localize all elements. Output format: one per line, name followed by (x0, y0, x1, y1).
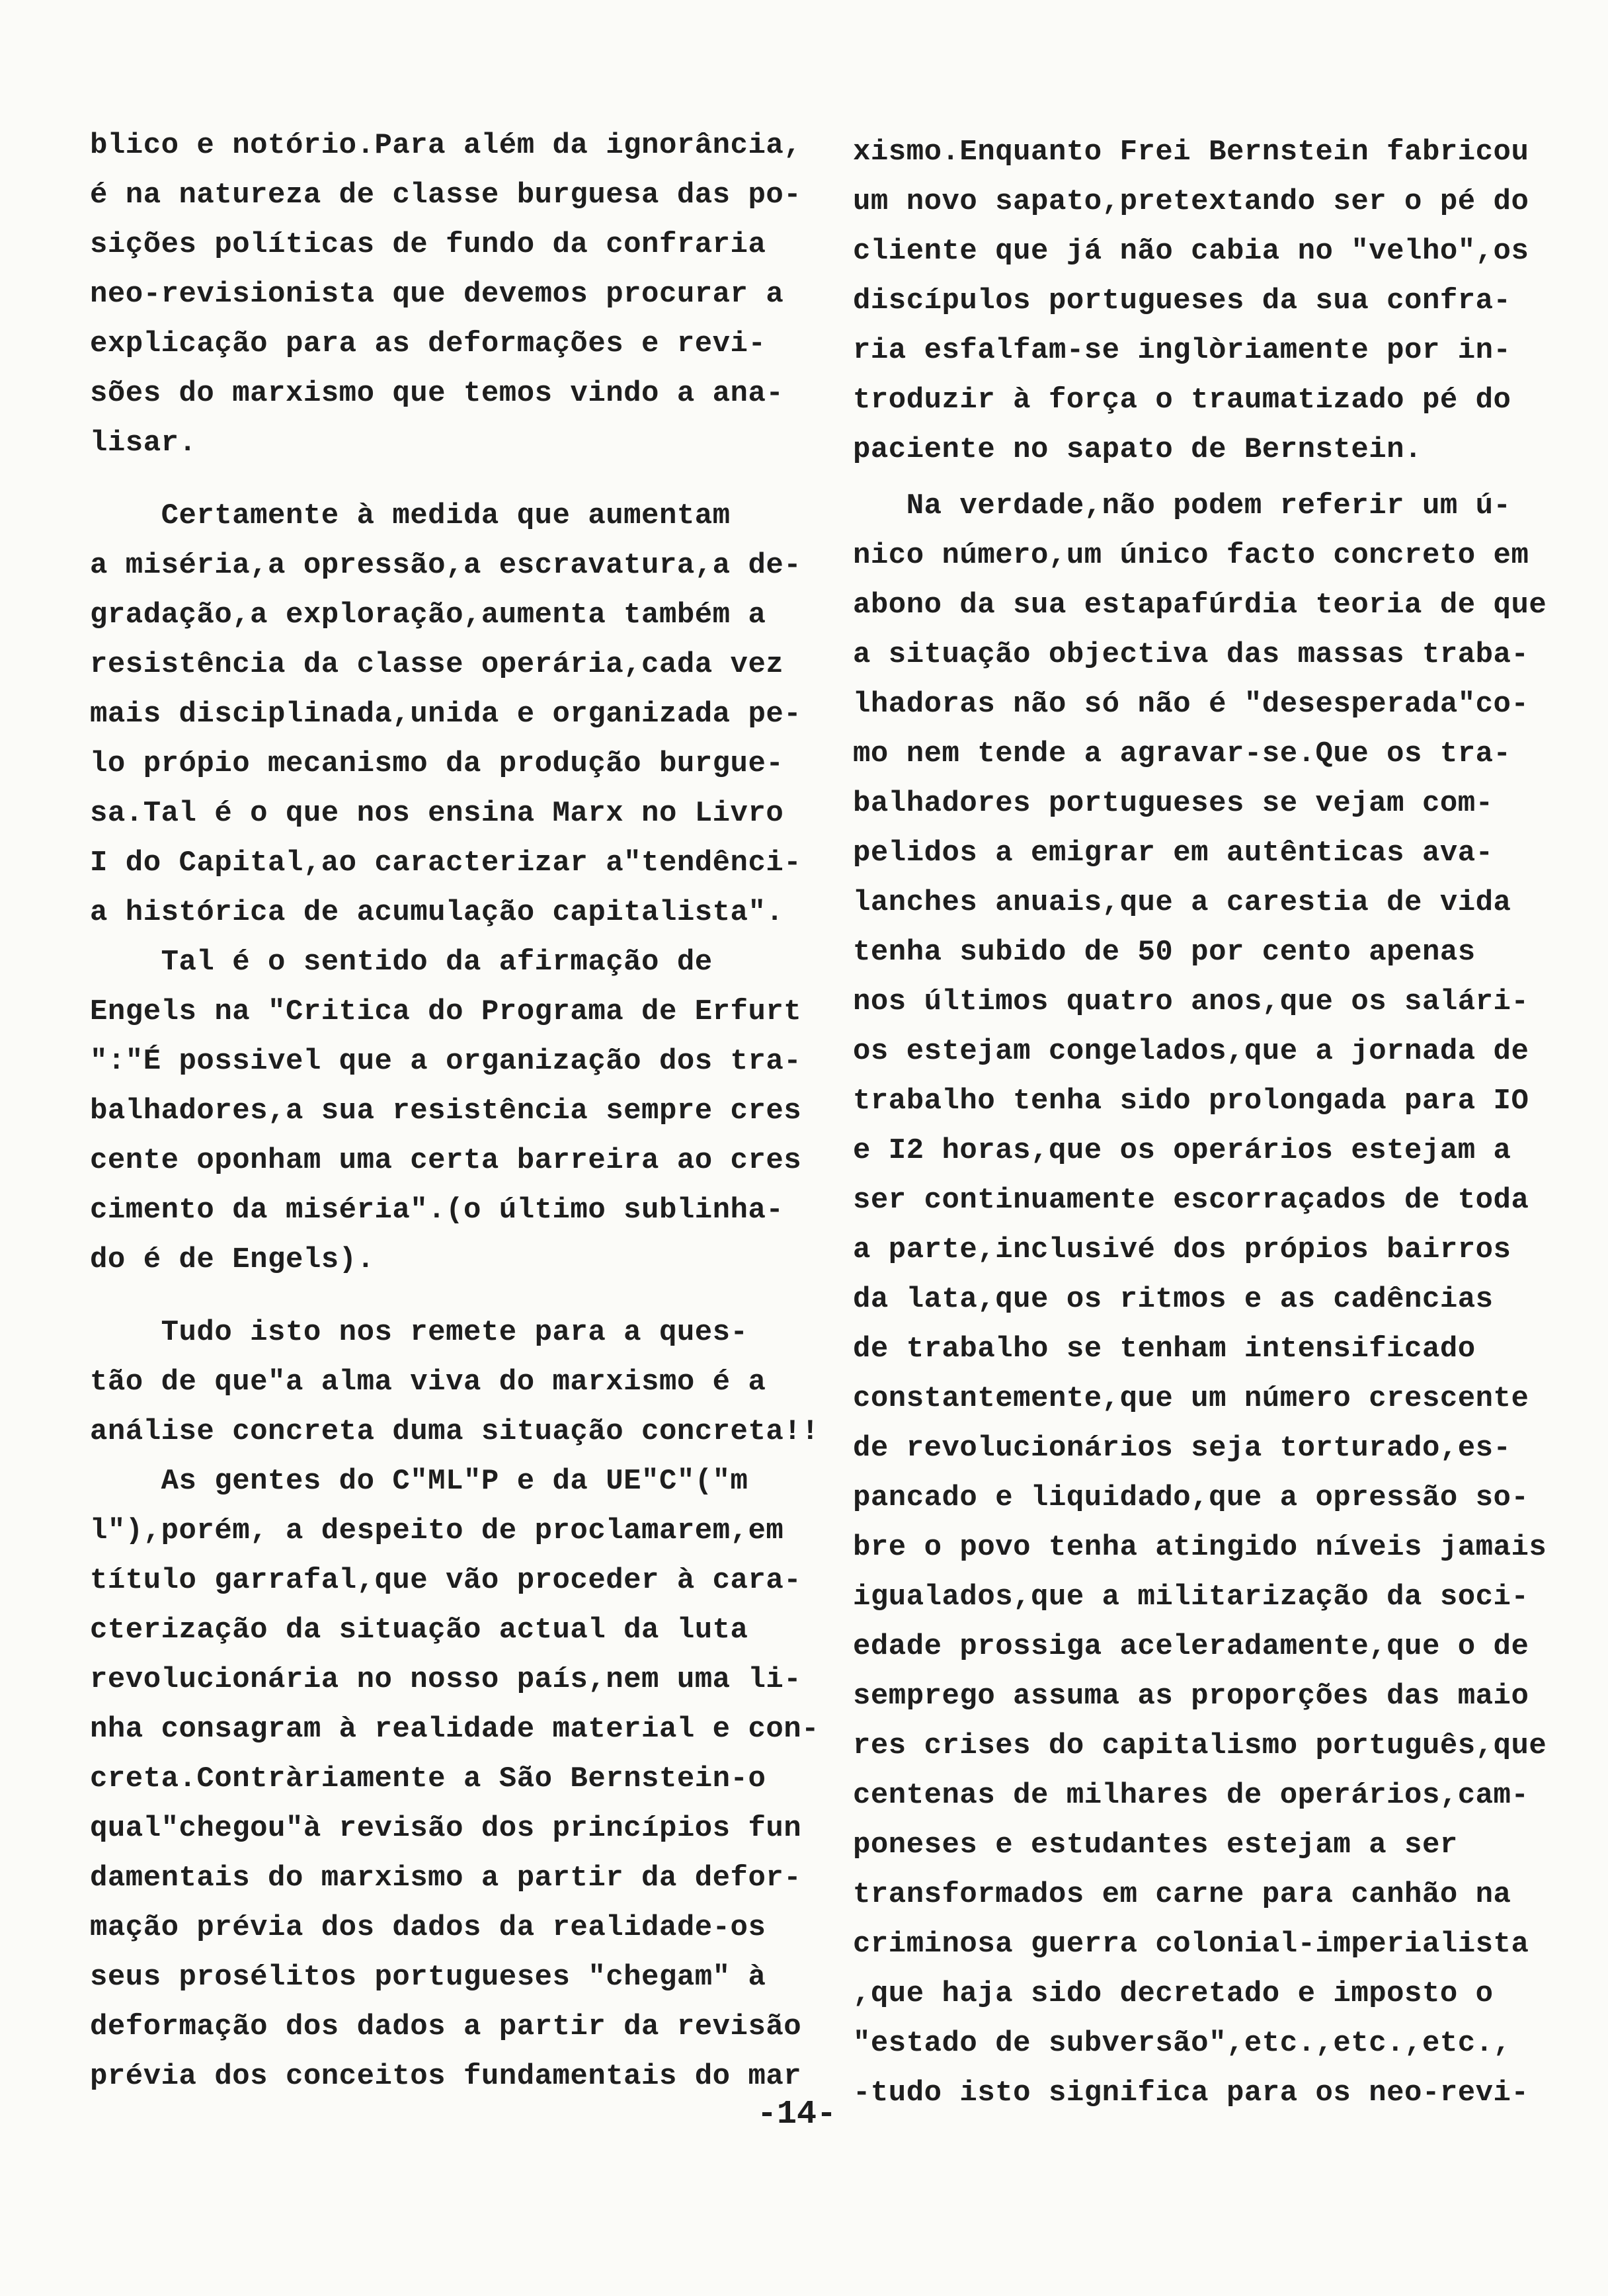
text-line: tenha subido de 50 por cento apenas (853, 936, 1476, 969)
text-line: análise concreta duma situação concreta!! (90, 1415, 820, 1448)
text-line: cimento da miséria".(o último sublinha- (90, 1194, 784, 1227)
text-line: lo própio mecanismo da produção burgue- (90, 747, 784, 780)
text-line: balhadores,a sua resistência sempre cres (90, 1094, 802, 1128)
text-line: constantemente,que um número crescente (853, 1382, 1529, 1415)
text-line: nha consagram à realidade material e con- (90, 1713, 820, 1746)
text-line: creta.Contràriamente a São Bernstein-o (90, 1762, 766, 1795)
text-line: bre o povo tenha atingido níveis jamais (853, 1531, 1547, 1564)
text-line: xismo.Enquanto Frei Bernstein fabricou (853, 136, 1529, 169)
text-line: balhadores portugueses se vejam com- (853, 787, 1494, 820)
text-line: um novo sapato,pretextando ser o pé do (853, 185, 1529, 218)
text-line: ,que haja sido decretado e imposto o (853, 1977, 1494, 2010)
text-line: troduzir à força o traumatizado pé do (853, 384, 1511, 417)
text-line: edade prossiga aceleradamente,que o de (853, 1630, 1529, 1663)
text-line: gradação,a exploração,aumenta também a (90, 598, 766, 632)
text-line: lanches anuais,que a carestia de vida (853, 886, 1511, 919)
text-line: transformados em carne para canhão na (853, 1878, 1511, 1911)
text-line: a situação objectiva das massas traba- (853, 638, 1529, 671)
text-line: prévia dos conceitos fundamentais do mar (90, 2060, 802, 2093)
text-line: de revolucionários seja torturado,es- (853, 1432, 1511, 1465)
text-line: da lata,que os ritmos e as cadências (853, 1283, 1494, 1316)
text-line: deformação dos dados a partir da revisão (90, 2010, 802, 2043)
text-line: pelidos a emigrar em autênticas ava- (853, 837, 1494, 870)
text-line: I do Capital,ao caracterizar a"tendênci- (90, 846, 802, 880)
text-line: semprego assuma as proporções das maio (853, 1680, 1529, 1713)
text-line: a parte,inclusivé dos própios bairros (853, 1233, 1511, 1266)
text-line: os estejam congelados,que a jornada de (853, 1035, 1529, 1068)
text-line: blico e notório.Para além da ignorância, (90, 129, 802, 162)
text-line: cliente que já não cabia no "velho",os (853, 235, 1529, 268)
text-line: discípulos portugueses da sua confra- (853, 284, 1511, 317)
page-number: -14- (757, 2096, 837, 2133)
text-line: nos últimos quatro anos,que os salári- (853, 985, 1529, 1018)
text-line: paciente no sapato de Bernstein. (853, 433, 1422, 466)
text-line: cente oponham uma certa barreira ao cres (90, 1144, 802, 1177)
text-line: a histórica de acumulação capitalista". (90, 896, 784, 929)
text-line: Certamente à medida que aumentam (90, 499, 731, 532)
text-line: lisar. (90, 427, 197, 460)
text-line: revolucionária no nosso país,nem uma li- (90, 1663, 802, 1696)
text-line: Na verdade,não podem referir um ú- (853, 489, 1511, 522)
text-line: explicação para as deformações e revi- (90, 327, 766, 360)
text-line: sa.Tal é o que nos ensina Marx no Livro (90, 797, 784, 830)
text-line: tão de que"a alma viva do marxismo é a (90, 1366, 766, 1399)
text-line: trabalho tenha sido prolongada para IO (853, 1085, 1529, 1118)
text-line: título garrafal,que vão proceder à cara- (90, 1564, 802, 1597)
text-line: nico número,um único facto concreto em (853, 539, 1529, 572)
text-line: lhadoras não só não é "desesperada"co- (853, 688, 1529, 721)
text-line: cterização da situação actual da luta (90, 1614, 748, 1647)
text-line: abono da sua estapafúrdia teoria de que (853, 589, 1547, 622)
text-line: do é de Engels). (90, 1243, 375, 1276)
text-line: As gentes do C"ML"P e da UE"C"("m (90, 1465, 748, 1498)
text-line: poneses e estudantes estejam a ser (853, 1828, 1458, 1862)
text-line: a miséria,a opressão,a escravatura,a de- (90, 549, 802, 582)
text-line: sições políticas de fundo da confraria (90, 228, 766, 261)
text-line: l"),porém, a despeito de proclamarem,em (90, 1514, 784, 1547)
text-line: igualados,que a militarização da soci- (853, 1580, 1529, 1614)
text-line: res crises do capitalismo português,que (853, 1729, 1547, 1762)
text-line: centenas de milhares de operários,cam- (853, 1779, 1529, 1812)
text-line: pancado e liquidado,que a opressão so- (853, 1481, 1529, 1514)
text-line: Tal é o sentido da afirmação de (90, 946, 713, 979)
text-line: de trabalho se tenham intensificado (853, 1332, 1476, 1366)
text-line: resistência da classe operária,cada vez (90, 648, 784, 681)
text-line: sões do marxismo que temos vindo a ana- (90, 377, 784, 410)
text-line: neo-revisionista que devemos procurar a (90, 278, 784, 311)
text-line: seus prosélitos portugueses "chegam" à (90, 1961, 766, 1994)
text-line: e I2 horas,que os operários estejam a (853, 1134, 1511, 1167)
text-line: ser continuamente escorraçados de toda (853, 1184, 1529, 1217)
text-line: "estado de subversão",etc.,etc.,etc., (853, 2027, 1511, 2060)
text-line: damentais do marxismo a partir da defor- (90, 1862, 802, 1895)
text-line: mais disciplinada,unida e organizada pe- (90, 698, 802, 731)
text-line: mação prévia dos dados da realidade-os (90, 1911, 766, 1944)
text-line: qual"chegou"à revisão dos princípios fun (90, 1812, 802, 1845)
text-line: é na natureza de classe burguesa das po- (90, 179, 802, 212)
text-line: ":"É possivel que a organização dos tra- (90, 1045, 802, 1078)
text-line: criminosa guerra colonial-imperialista (853, 1928, 1529, 1961)
text-line: mo nem tende a agravar-se.Que os tra- (853, 737, 1511, 770)
text-line: Tudo isto nos remete para a ques- (90, 1316, 748, 1349)
text-line: -tudo isto significa para os neo-revi- (853, 2076, 1529, 2110)
text-line: Engels na "Critica do Programa de Erfurt (90, 995, 802, 1028)
text-line: ria esfalfam-se inglòriamente por in- (853, 334, 1511, 367)
